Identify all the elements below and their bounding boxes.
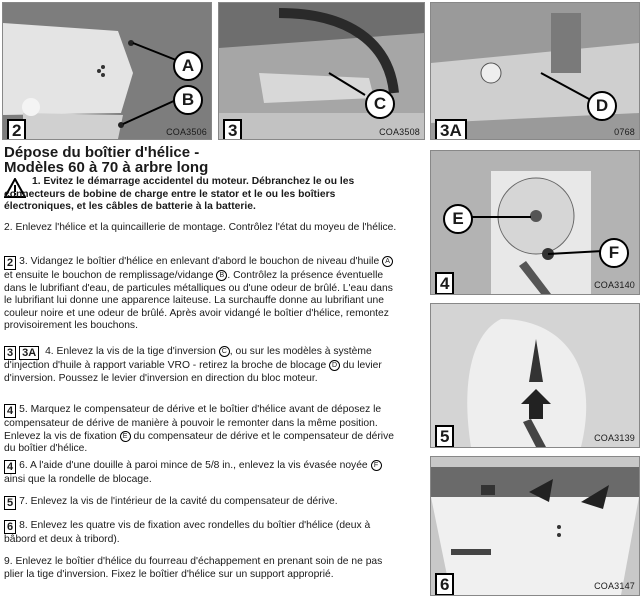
step-9: 9. Enlevez le boîtier d'hélice du fourreau d'échappement en prenant soin de ne pas plier la tige d'inversion. Fixez le boîtier d'hélice sur un support approprié. <box>4 556 383 580</box>
figure-2-photo <box>2 2 212 140</box>
step-5-text-a: 5. Marquez le compensateur de dérive et le boîtier d'hélice avant de déposez le compensateur de dérive de manière à pouvoir le remonter dans la même position. Enlevez la vis de fixation <box>4 404 382 442</box>
ref-e-icon: E <box>120 431 131 442</box>
figure-code: COA3140 <box>594 280 635 290</box>
figure-code: COA3506 <box>166 127 207 137</box>
step-3 <box>4 256 400 333</box>
figure-number: 2 <box>7 119 26 140</box>
ref-d-icon: D <box>329 360 340 371</box>
ref-c-icon: C <box>219 346 230 357</box>
step-3-text-a: 3. Vidangez le boîtier d'hélice en enlevant d'abord le bouchon de niveau d'huile <box>19 256 380 267</box>
step-8-text: 8. Enlevez les quatre vis de fixation avec rondelles du boîtier d'hélice (deux à bâbord et deux à tribord). <box>4 520 371 545</box>
figure-6-photo <box>430 456 640 596</box>
step-4-text-c: du levier d'inversion. Poussez le levier d'inversion en direction du bloc moteur. <box>4 360 382 384</box>
step-7 <box>4 496 400 510</box>
section-title <box>4 145 208 175</box>
callout-e: E <box>443 204 473 234</box>
figure-5-photo <box>430 303 640 448</box>
figure-code: COA3508 <box>379 127 420 137</box>
figure-3-photo <box>218 2 425 140</box>
step-4-text-a: 4. Enlevez la vis de la tige d'inversion <box>45 346 216 357</box>
step-3-text-b: et ensuite le bouchon de remplissage/vidange <box>4 270 214 281</box>
figure-code: COA3139 <box>594 433 635 443</box>
step-2: 2. Enlevez l'hélice et la quincaillerie de montage. Contrôlez l'état du moyeu de l'hélice. <box>4 222 397 233</box>
callout-b: B <box>173 85 203 115</box>
figure-4-photo <box>430 150 640 295</box>
figure-number: 6 <box>435 573 454 596</box>
figure-3a-photo <box>430 2 640 140</box>
ref-f-icon: F <box>371 460 382 471</box>
step-1: 1. Evitez le démarrage accidentel du moteur. Débranchez le ou les connecteurs de bobine de charge entre le stator et le ou les boîtiers électroniques, et les câbles de batterie à la batterie. <box>4 176 355 212</box>
step-6-text-b: ainsi que la rondelle de blocage. <box>4 474 152 485</box>
figure-number: 4 <box>435 272 454 295</box>
figure-number: 5 <box>435 425 454 448</box>
callout-d: D <box>587 91 617 121</box>
step-5-text-b: du compensateur de dérive et le compensateur de dérive du boîtier d'hélice. <box>4 430 394 454</box>
step-4 <box>4 346 400 385</box>
figure-ref-badge: 3 <box>4 346 16 360</box>
figure-3-illustration <box>219 3 424 139</box>
step-5 <box>4 404 400 456</box>
step-4-text-b: , ou sur les modèles à système d'injection d'huile à rapport variable VRO - retirez la broche de blocage <box>4 346 372 371</box>
title-line-2: Modèles 60 à 70 à arbre long <box>4 159 209 176</box>
callout-a: A <box>173 51 203 81</box>
figure-ref-badge: 3A <box>19 346 39 360</box>
figure-ref-badge: 4 <box>4 460 16 474</box>
figure-5-illustration <box>431 304 639 447</box>
step-7-text: 7. Enlevez la vis de l'intérieur de la cavité du compensateur de dérive. <box>19 496 338 507</box>
figure-ref-badge: 5 <box>4 496 16 510</box>
figure-ref-badge: 4 <box>4 404 16 418</box>
figure-number: 3A <box>435 119 467 140</box>
ref-a-icon: A <box>382 256 393 267</box>
figure-6-illustration <box>431 457 639 595</box>
step-3-text-c: . Contrôlez la présence éventuelle dans le lubrifiant d'eau, de particules métalliques ou d'une odeur de brûlé. L'eau dans le lubrifiant lui donne une apparence laiteuse. La surchauffe donne au lubrifiant une couleur noire et une odeur de brûlé. Après avoir vidangé le boîtier d'hélice, remontez provisoirement les bouchons. <box>4 270 393 331</box>
step-6-text-a: 6. A l'aide d'une douille à paroi mince de 5/8 in., enlevez la vis évasée noyée <box>19 460 368 471</box>
ref-b-icon: B <box>216 270 227 281</box>
figure-ref-badge: 2 <box>4 256 16 270</box>
figure-ref-badge: 6 <box>4 520 16 534</box>
figure-number: 3 <box>223 119 242 140</box>
figure-code: 0768 <box>614 127 635 137</box>
step-6 <box>4 460 400 487</box>
callout-c: C <box>365 89 395 119</box>
step-8 <box>4 520 400 547</box>
figure-code: COA3147 <box>594 581 635 591</box>
title-line-1: Dépose du boîtier d'hélice - <box>4 144 200 161</box>
callout-f: F <box>599 238 629 268</box>
